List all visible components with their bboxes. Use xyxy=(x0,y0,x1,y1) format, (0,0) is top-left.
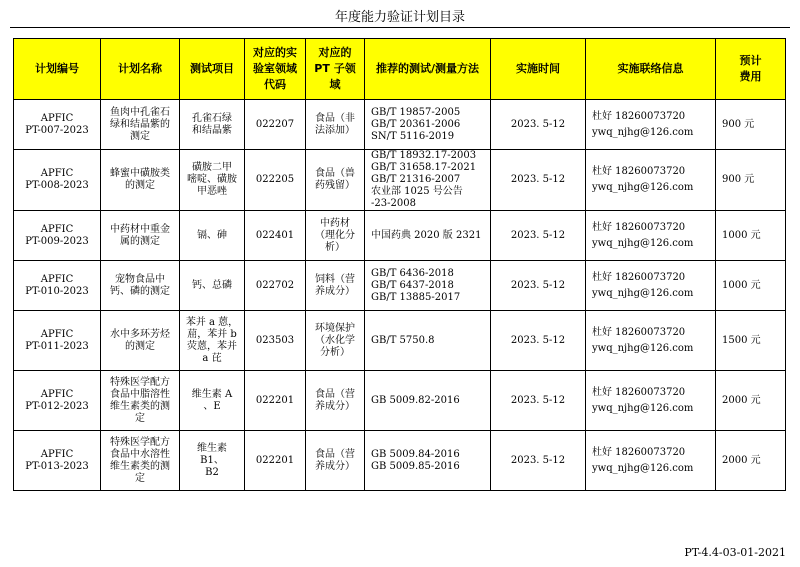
cell-pt-subfield-line: 食品（营 xyxy=(315,388,355,400)
cell-contact-line: ywq_njhg@126.com xyxy=(592,182,694,193)
cell-plan-code xyxy=(14,311,101,371)
cell-plan-code-line: APFIC xyxy=(40,273,74,285)
cell-contact-line: 杜好 18260073720 xyxy=(592,110,686,122)
cell-pt-subfield-line: 饲料（营 xyxy=(315,273,355,285)
cell-test-item-line: a 芘 xyxy=(202,352,222,364)
cell-plan-code xyxy=(14,211,101,261)
cell-pt-subfield xyxy=(306,150,365,211)
cell-test-item xyxy=(180,311,245,371)
cell-plan-name-line: 特殊医学配方 xyxy=(110,436,170,448)
header-fee: 预计 费用 xyxy=(716,39,786,100)
cell-pt-subfield xyxy=(306,211,365,261)
cell-test-item xyxy=(180,431,245,491)
cell-test-item-line: 䓛，苯并 b xyxy=(187,328,237,340)
pt-plan-table xyxy=(13,38,786,491)
table-row xyxy=(14,311,786,371)
cell-pt-subfield xyxy=(306,371,365,431)
table-row xyxy=(14,371,786,431)
cell-pt-subfield xyxy=(306,100,365,150)
cell-plan-name-line: 维生素类的测 xyxy=(110,400,170,412)
cell-plan-code xyxy=(14,261,101,311)
cell-method xyxy=(365,311,491,371)
cell-test-item xyxy=(180,371,245,431)
cell-method-line: GB 5009.85-2016 xyxy=(371,460,460,472)
header-row xyxy=(14,39,786,100)
cell-plan-name-line: 绿和结晶紫的 xyxy=(110,118,170,130)
cell-test-item-line: 嘧啶、磺胺 xyxy=(187,174,237,185)
cell-method xyxy=(365,431,491,491)
cell-fee: 1000 元 xyxy=(716,261,786,311)
cell-method-line: -23-2008 xyxy=(371,198,416,209)
cell-contact xyxy=(586,431,716,491)
cell-plan-name-line: 食品中脂溶性 xyxy=(110,388,170,400)
cell-pt-subfield-line: 析） xyxy=(325,241,345,253)
cell-contact xyxy=(586,211,716,261)
cell-method-line: GB/T 13885-2017 xyxy=(371,291,461,303)
cell-test-item-line: 钙、总磷 xyxy=(192,279,232,291)
cell-pt-subfield-line: 食品（营 xyxy=(315,448,355,460)
cell-time: 2023. 5-12 xyxy=(491,100,586,150)
table-row xyxy=(14,100,786,150)
cell-plan-code-line: APFIC xyxy=(40,328,74,340)
cell-time: 2023. 5-12 xyxy=(491,431,586,491)
cell-fee: 2000 元 xyxy=(716,431,786,491)
cell-plan-name-line: 特殊医学配方 xyxy=(110,376,170,388)
table-row xyxy=(14,261,786,311)
cell-method-line: SN/T 5116-2019 xyxy=(371,130,455,142)
cell-contact-line: ywq_njhg@126.com xyxy=(592,462,694,474)
cell-plan-code-line: PT-009-2023 xyxy=(25,235,89,247)
cell-test-item-line: 甲恶唑 xyxy=(197,186,227,197)
cell-time: 2023. 5-12 xyxy=(491,311,586,371)
cell-pt-subfield-line: 养成分） xyxy=(315,400,355,412)
cell-lab-field-code: 022201 xyxy=(245,371,306,431)
cell-pt-subfield xyxy=(306,311,365,371)
header-test-item: 测试项目 xyxy=(180,39,245,100)
cell-plan-name-line: 定 xyxy=(135,412,145,424)
cell-pt-subfield-line: （水化学 xyxy=(315,334,355,346)
cell-plan-name xyxy=(101,211,180,261)
table-row xyxy=(14,150,786,211)
cell-test-item-line: 、E xyxy=(203,400,221,412)
cell-time: 2023. 5-12 xyxy=(491,371,586,431)
document-code: PT-4.4-03-01-2021 xyxy=(684,546,786,559)
header-pt-subfield: 对应的 PT 子领 域 xyxy=(306,39,365,100)
cell-plan-code-line: PT-008-2023 xyxy=(25,180,89,191)
header-method: 推荐的测试/测量方法 xyxy=(365,39,491,100)
cell-plan-code-line: PT-011-2023 xyxy=(25,340,89,352)
cell-plan-name-line: 的测定 xyxy=(125,340,155,352)
table-body xyxy=(14,100,786,491)
cell-plan-name xyxy=(101,371,180,431)
table-row xyxy=(14,211,786,261)
header-lab-field-code: 对应的实 验室领域 代码 xyxy=(245,39,306,100)
cell-method-line: GB/T 5750.8 xyxy=(371,334,435,346)
cell-method xyxy=(365,100,491,150)
cell-pt-subfield-line: （理化分 xyxy=(315,229,355,241)
cell-method-line: GB/T 19857-2005 xyxy=(371,106,461,118)
header-contact: 实施联络信息 xyxy=(586,39,716,100)
cell-test-item-line: 苯并 a 蒽， xyxy=(185,316,239,328)
cell-fee: 900 元 xyxy=(716,150,786,211)
cell-plan-code-line: APFIC xyxy=(40,168,74,179)
cell-plan-code-line: PT-007-2023 xyxy=(25,124,89,136)
cell-fee: 2000 元 xyxy=(716,371,786,431)
cell-plan-name-line: 蜂蜜中磺胺类 xyxy=(110,168,170,179)
cell-test-item-line: 荧蒽，苯并 xyxy=(187,340,237,352)
cell-test-item-line: 和结晶紫 xyxy=(192,124,232,136)
cell-method-line: 中国药典 2020 版 2321 xyxy=(371,229,482,241)
cell-plan-code xyxy=(14,431,101,491)
cell-test-item-line: 维生素 A xyxy=(191,388,233,400)
cell-contact xyxy=(586,261,716,311)
cell-plan-code-line: APFIC xyxy=(40,388,74,400)
cell-contact-line: 杜好 18260073720 xyxy=(592,446,686,458)
cell-contact xyxy=(586,371,716,431)
table-row xyxy=(14,431,786,491)
page-title: 年度能力验证计划目录 xyxy=(334,10,465,25)
cell-pt-subfield-line: 养成分） xyxy=(315,460,355,472)
cell-time: 2023. 5-12 xyxy=(491,261,586,311)
cell-plan-name-line: 维生素类的测 xyxy=(110,460,170,472)
cell-plan-code-line: APFIC xyxy=(40,223,74,235)
header-plan-code: 计划编号 xyxy=(14,39,101,100)
cell-plan-name-line: 钙、磷的测定 xyxy=(110,285,170,297)
cell-contact xyxy=(586,150,716,211)
cell-plan-name-line: 食品中水溶性 xyxy=(110,448,170,460)
cell-plan-code xyxy=(14,100,101,150)
cell-plan-code xyxy=(14,150,101,211)
cell-plan-code xyxy=(14,371,101,431)
cell-plan-name-line: 定 xyxy=(135,472,145,484)
cell-plan-code-line: PT-013-2023 xyxy=(25,460,89,472)
header-time: 实施时间 xyxy=(491,39,586,100)
cell-contact-line: 杜好 18260073720 xyxy=(592,166,686,177)
cell-time: 2023. 5-12 xyxy=(491,211,586,261)
cell-contact-line: ywq_njhg@126.com xyxy=(592,287,694,299)
cell-lab-field-code: 023503 xyxy=(245,311,306,371)
cell-method-line: GB 5009.82-2016 xyxy=(371,394,460,406)
cell-lab-field-code: 022201 xyxy=(245,431,306,491)
cell-pt-subfield-line: 药残留） xyxy=(315,180,355,191)
cell-contact-line: ywq_njhg@126.com xyxy=(592,237,694,249)
cell-pt-subfield xyxy=(306,261,365,311)
cell-contact-line: 杜好 18260073720 xyxy=(592,386,686,398)
cell-pt-subfield-line: 食品（兽 xyxy=(315,168,355,179)
cell-method xyxy=(365,150,491,211)
cell-fee: 1000 元 xyxy=(716,211,786,261)
cell-pt-subfield-line: 养成分） xyxy=(315,285,355,297)
cell-plan-name-line: 测定 xyxy=(130,130,150,142)
cell-method-line: GB 5009.84-2016 xyxy=(371,448,460,460)
cell-contact-line: 杜好 18260073720 xyxy=(592,271,686,283)
cell-test-item-line: 镉、砷 xyxy=(197,229,227,241)
cell-plan-code-line: APFIC xyxy=(40,448,74,460)
cell-test-item-line: B2 xyxy=(205,466,219,478)
cell-contact-line: ywq_njhg@126.com xyxy=(592,342,694,354)
title-divider xyxy=(10,27,790,28)
cell-lab-field-code: 022205 xyxy=(245,150,306,211)
cell-fee: 1500 元 xyxy=(716,311,786,371)
cell-pt-subfield-line: 环境保护 xyxy=(315,322,355,334)
cell-method-line: 农业部 1025 号公告 xyxy=(371,186,463,197)
cell-lab-field-code: 022401 xyxy=(245,211,306,261)
cell-plan-name xyxy=(101,150,180,211)
cell-method xyxy=(365,371,491,431)
header-plan-name: 计划名称 xyxy=(101,39,180,100)
cell-plan-name-line: 水中多环芳烃 xyxy=(110,328,170,340)
cell-plan-name-line: 鱼肉中孔雀石 xyxy=(110,106,170,118)
cell-method-line: GB/T 18932.17-2003 xyxy=(371,150,477,161)
cell-contact-line: ywq_njhg@126.com xyxy=(592,126,694,138)
cell-plan-name-line: 属的测定 xyxy=(120,235,160,247)
cell-plan-name xyxy=(101,100,180,150)
cell-plan-name-line: 的测定 xyxy=(125,180,155,191)
cell-method-line: GB/T 6437-2018 xyxy=(371,279,454,291)
cell-method-line: GB/T 6436-2018 xyxy=(371,267,454,279)
cell-test-item xyxy=(180,100,245,150)
cell-plan-name-line: 宠物食品中 xyxy=(115,273,165,285)
cell-lab-field-code: 022702 xyxy=(245,261,306,311)
cell-contact xyxy=(586,100,716,150)
cell-plan-name xyxy=(101,311,180,371)
cell-method xyxy=(365,261,491,311)
cell-test-item xyxy=(180,261,245,311)
cell-contact-line: 杜好 18260073720 xyxy=(592,326,686,338)
cell-plan-name xyxy=(101,431,180,491)
cell-pt-subfield-line: 食品（非 xyxy=(315,112,355,124)
cell-method xyxy=(365,211,491,261)
cell-plan-name-line: 中药材中重金 xyxy=(110,223,170,235)
cell-pt-subfield-line: 中药材 xyxy=(320,217,350,229)
cell-test-item-line: 孔雀石绿 xyxy=(192,112,232,124)
cell-plan-code-line: PT-010-2023 xyxy=(25,285,89,297)
cell-method-line: GB/T 21316-2007 xyxy=(371,174,461,185)
cell-contact xyxy=(586,311,716,371)
cell-fee: 900 元 xyxy=(716,100,786,150)
cell-lab-field-code: 022207 xyxy=(245,100,306,150)
cell-time: 2023. 5-12 xyxy=(491,150,586,211)
cell-test-item-line: 维生素 B1、 xyxy=(197,442,227,466)
cell-contact-line: ywq_njhg@126.com xyxy=(592,402,694,414)
cell-test-item xyxy=(180,150,245,211)
cell-method-line: GB/T 20361-2006 xyxy=(371,118,461,130)
cell-test-item-line: 磺胺二甲 xyxy=(192,162,232,173)
cell-plan-code-line: PT-012-2023 xyxy=(25,400,89,412)
cell-method-line: GB/T 31658.17-2021 xyxy=(371,162,477,173)
cell-contact-line: 杜好 18260073720 xyxy=(592,221,686,233)
cell-plan-name xyxy=(101,261,180,311)
cell-plan-code-line: APFIC xyxy=(40,112,74,124)
cell-pt-subfield xyxy=(306,431,365,491)
cell-test-item xyxy=(180,211,245,261)
cell-pt-subfield-line: 分析） xyxy=(320,346,350,358)
cell-pt-subfield-line: 法添加） xyxy=(315,124,355,136)
